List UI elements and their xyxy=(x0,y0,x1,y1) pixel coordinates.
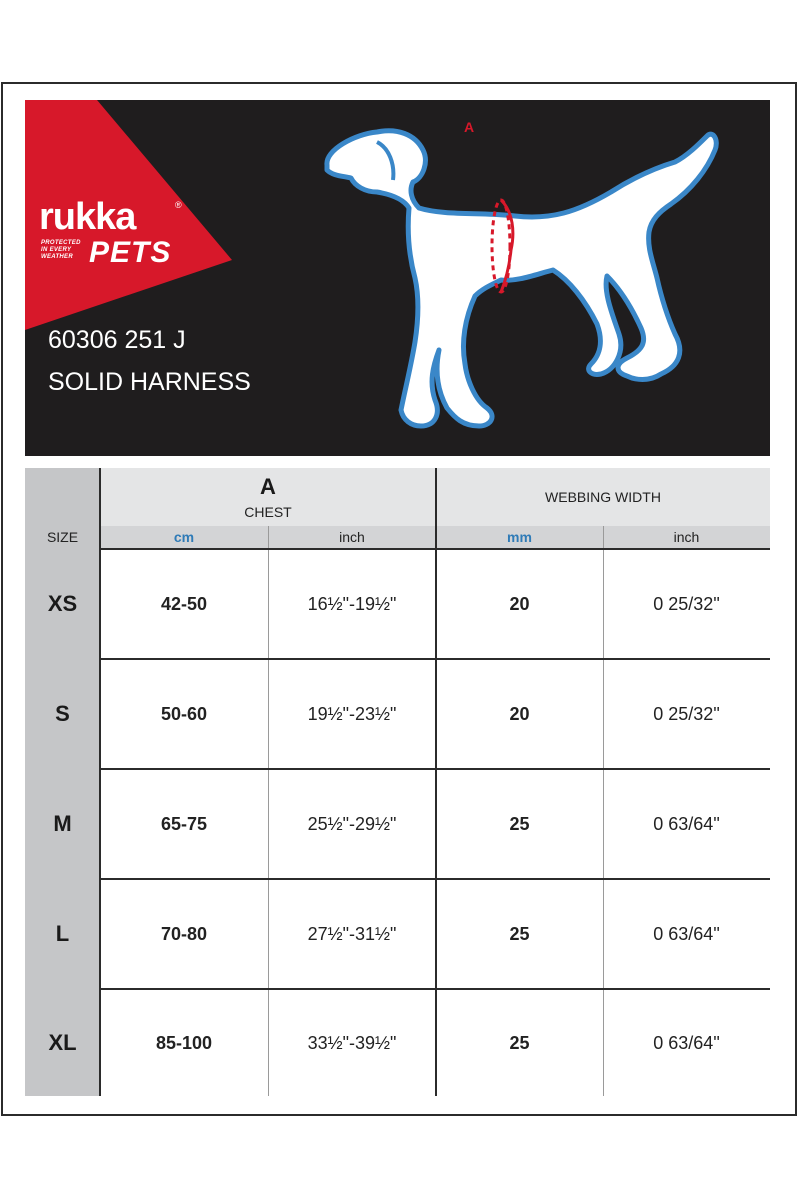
chest-cm: 42-50 xyxy=(160,593,208,614)
divider xyxy=(100,658,770,660)
webbing-inch: 0 63/64" xyxy=(653,813,720,834)
webbing-mm: 25 xyxy=(509,923,530,944)
size-label: M xyxy=(53,811,72,836)
brand-sub: PETS xyxy=(89,236,172,269)
group-b-name: WEBBING WIDTH xyxy=(545,489,661,505)
unit-inch-chest: inch xyxy=(339,529,365,545)
dog-illustration xyxy=(315,120,735,440)
size-label: XL xyxy=(48,1030,77,1055)
brand-tagline: PROTECTED IN EVERY WEATHER xyxy=(41,240,81,260)
size-table xyxy=(25,468,770,1096)
webbing-inch: 0 63/64" xyxy=(653,923,720,944)
divider xyxy=(100,768,770,770)
chest-inch: 19½"-23½" xyxy=(307,703,397,724)
chest-cm: 85-100 xyxy=(155,1032,213,1053)
chest-cm: 65-75 xyxy=(160,813,208,834)
unit-mm: mm xyxy=(507,529,532,545)
divider xyxy=(100,988,770,990)
divider xyxy=(268,526,269,1096)
divider xyxy=(100,878,770,880)
unit-cm: cm xyxy=(173,529,195,545)
product-code: 60306 251 J xyxy=(48,326,186,354)
chest-inch: 16½"-19½" xyxy=(307,593,397,614)
chest-inch: 33½"-39½" xyxy=(307,1032,397,1053)
group-a-name: CHEST xyxy=(244,504,292,520)
chest-cm: 50-60 xyxy=(160,703,208,724)
size-header: SIZE xyxy=(46,529,79,545)
webbing-mm: 20 xyxy=(509,703,530,724)
measure-label-a: A xyxy=(464,119,475,135)
group-a-letter: A xyxy=(260,474,276,499)
brand-name: rukka xyxy=(39,196,136,238)
chest-inch: 25½"-29½" xyxy=(307,813,397,834)
size-label: XS xyxy=(47,591,78,616)
registered-mark: ® xyxy=(175,200,182,210)
size-label: L xyxy=(55,921,70,946)
chest-inch: 27½"-31½" xyxy=(307,923,397,944)
webbing-mm: 20 xyxy=(509,593,530,614)
divider xyxy=(603,526,604,1096)
chest-cm: 70-80 xyxy=(160,923,208,944)
product-name: SOLID HARNESS xyxy=(48,368,251,396)
webbing-inch: 0 25/32" xyxy=(653,703,720,724)
webbing-mm: 25 xyxy=(509,1032,530,1053)
divider xyxy=(99,468,101,1096)
divider xyxy=(435,468,437,1096)
webbing-mm: 25 xyxy=(509,813,530,834)
webbing-inch: 0 63/64" xyxy=(653,1032,720,1053)
webbing-inch: 0 25/32" xyxy=(653,593,720,614)
size-label: S xyxy=(55,701,70,726)
product-banner xyxy=(25,100,770,456)
unit-inch-webbing: inch xyxy=(673,529,700,545)
divider xyxy=(100,548,770,550)
